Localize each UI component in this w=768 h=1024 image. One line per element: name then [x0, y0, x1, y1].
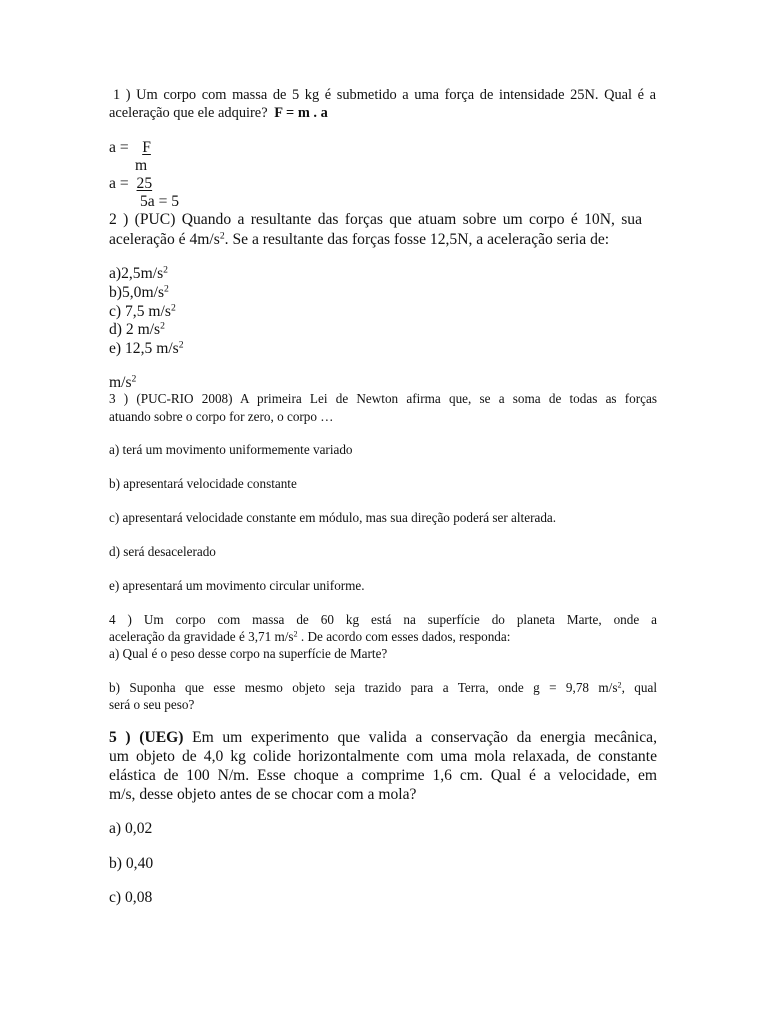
- q2-option-a-text: a)2,5m/s: [109, 265, 164, 282]
- q1-line2: [109, 106, 328, 120]
- q1-calc-result: 5a = 5: [140, 193, 180, 210]
- q2-stray-unit-text: m/s: [109, 374, 132, 391]
- q1-calc-a: [109, 140, 158, 156]
- q2-line1: 2 ) (PUC) Quando a resultante das forças que atuam sobre um corpo é 10N, sua: [109, 211, 642, 228]
- q1-calc-num: 25: [136, 175, 153, 192]
- q3-option-a: a) terá um movimento uniformemente variado: [109, 442, 353, 457]
- q1-line2-text: aceleração que ele adquire?: [109, 105, 268, 121]
- q4-item-b-sup: 2: [617, 680, 622, 690]
- q3-option-e: e) apresentará um movimento circular uniforme.: [109, 578, 365, 593]
- q2-line2-b: . Se a resultante das forças fosse 12,5N, a aceleração seria de:: [224, 231, 610, 248]
- q5-label: 5 ) (UEG): [109, 729, 184, 746]
- q2-line2-sup: 2: [219, 230, 225, 242]
- q2-option-b-sup: 2: [164, 283, 169, 295]
- q2-line2: [109, 232, 609, 248]
- q3-option-d: d) será desacelerado: [109, 544, 216, 559]
- q4-item-b-tail: , qual: [621, 680, 657, 695]
- q2-option-c-text: c) 7,5 m/s: [109, 303, 171, 320]
- q1-formula: F = m . a: [274, 105, 328, 121]
- q5-option-a: a) 0,02: [109, 820, 153, 837]
- q1-calc-F: [136, 140, 158, 156]
- q2-option-d: [109, 322, 165, 338]
- q2-option-a-sup: 2: [163, 264, 168, 276]
- q5-line3: elástica de 100 N/m. Esse choque a comprime 1,6 cm. Qual é a velocidade, em: [109, 767, 657, 784]
- q4-line2: [109, 630, 510, 643]
- q2-option-b: [109, 285, 169, 301]
- q2-option-e: [109, 341, 184, 357]
- q5-line1: [109, 730, 657, 746]
- q3-line1: 3 ) (PUC-RIO 2008) A primeira Lei de Newton afirma que, se a soma de todas as forças: [109, 391, 657, 406]
- q1-calc-a2-label: a =: [109, 175, 129, 192]
- q3-option-b: b) apresentará velocidade constante: [109, 476, 297, 491]
- q4-item-a: a) Qual é o peso desse corpo na superfície de Marte?: [109, 646, 388, 661]
- q5-line1-text: Em um experimento que valida a conservação da energia mecânica,: [183, 729, 658, 746]
- q1-calc-F-text: F: [142, 139, 151, 156]
- q4-item-b-line2: será o seu peso?: [109, 697, 195, 712]
- q4-line2-sup: 2: [293, 629, 298, 639]
- q2-option-b-text: b)5,0m/s: [109, 284, 165, 301]
- q1-calc-a2: [109, 176, 152, 192]
- q2-option-d-text: d) 2 m/s: [109, 321, 161, 338]
- q1-calc-m: m: [135, 157, 148, 174]
- q2-stray-unit: [109, 375, 136, 391]
- q3-option-c: c) apresentará velocidade constante em módulo, mas sua direção poderá ser alterada.: [109, 510, 557, 525]
- q5-option-c: c) 0,08: [109, 889, 153, 906]
- q2-option-e-text: e) 12,5 m/s: [109, 340, 179, 357]
- q2-stray-unit-sup: 2: [131, 373, 137, 385]
- q4-item-b-line1: [109, 681, 657, 694]
- q4-item-b-text: b) Suponha que esse mesmo objeto seja trazido para a Terra, onde g = 9,78 m/s: [109, 680, 618, 695]
- q4-line2-b: . De acordo com esses dados, responda:: [297, 629, 511, 644]
- q5-option-b: b) 0,40: [109, 855, 154, 872]
- q2-option-a: [109, 266, 168, 282]
- q1-calc-a-label: a =: [109, 139, 129, 156]
- q1-line1: 1 ) Um corpo com massa de 5 kg é submetido a uma força de intensidade 25N. Qual é a: [113, 87, 656, 103]
- q5-line4: m/s, desse objeto antes de se chocar com a mola?: [109, 786, 417, 803]
- q4-line1: 4 ) Um corpo com massa de 60 kg está na superfície do planeta Marte, onde a: [109, 612, 657, 627]
- q2-option-e-sup: 2: [178, 339, 184, 351]
- q4-line2-a: aceleração da gravidade é 3,71 m/s: [109, 629, 294, 644]
- q2-option-d-sup: 2: [160, 320, 165, 332]
- q3-line2: atuando sobre o corpo for zero, o corpo …: [109, 409, 334, 424]
- q2-option-c: [109, 304, 176, 320]
- q5-line2: um objeto de 4,0 kg colide horizontalmente com uma mola relaxada, de constante: [109, 748, 657, 765]
- q2-option-c-sup: 2: [170, 302, 176, 314]
- q2-line2-a: aceleração é 4m/s: [109, 231, 220, 248]
